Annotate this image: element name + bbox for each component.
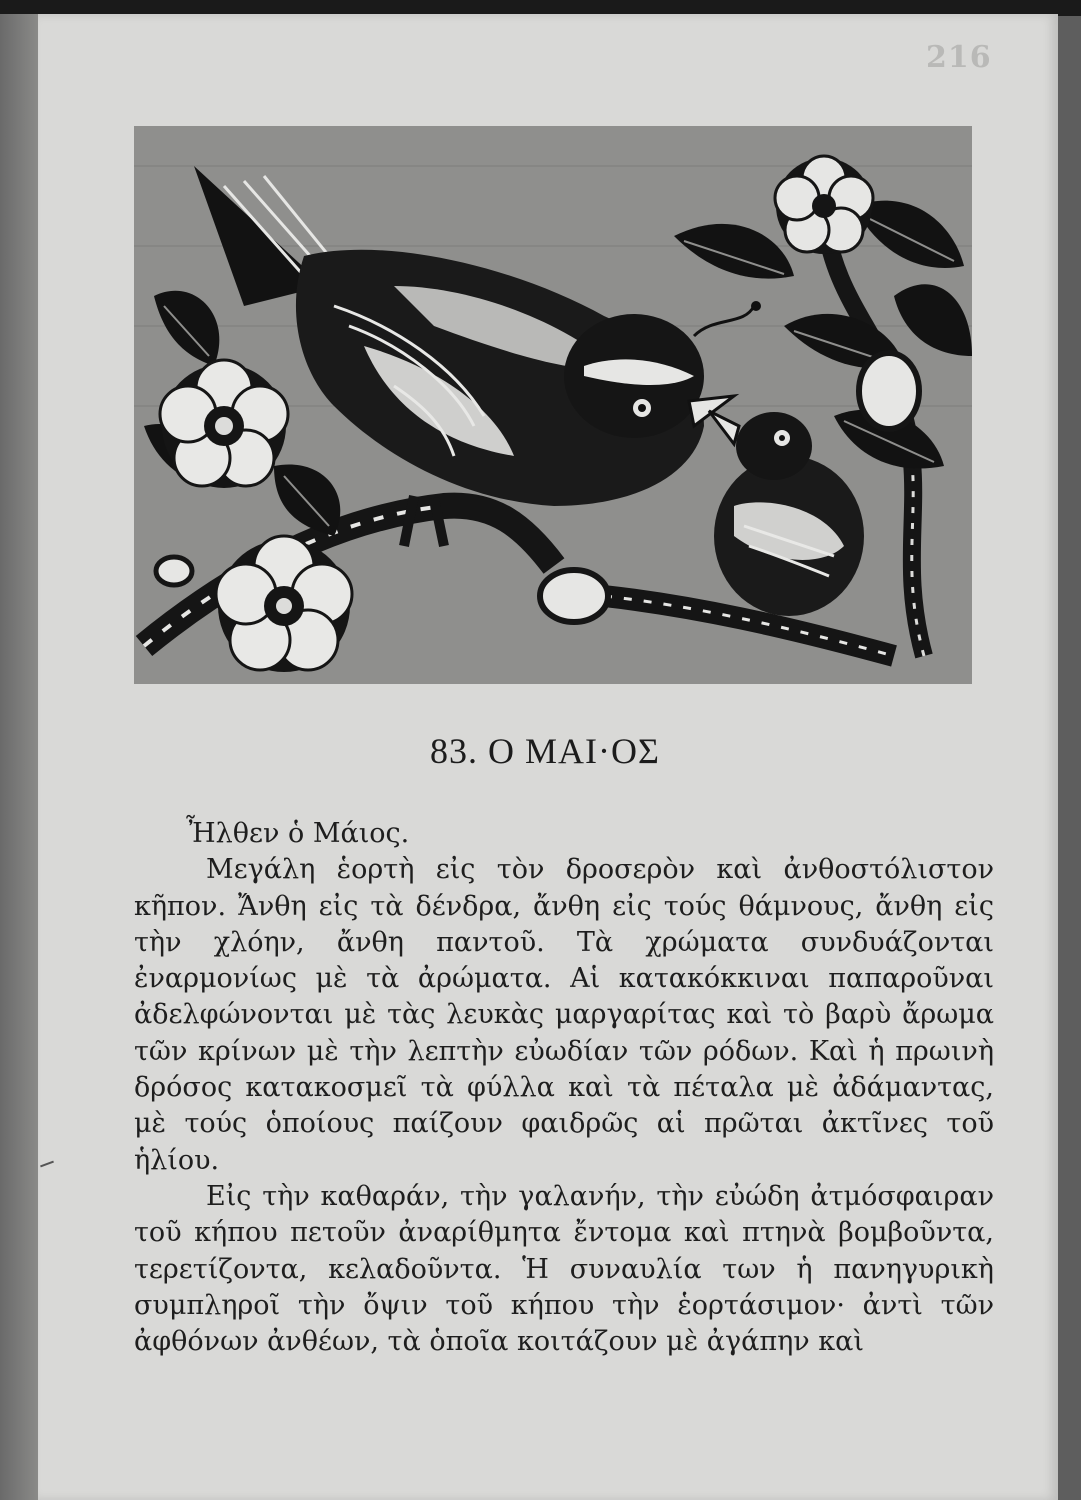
scan-left-margin — [0, 14, 38, 1500]
woodcut-illustration — [134, 126, 972, 684]
page-number: 216 — [926, 40, 992, 75]
paragraph-opening: Ἦλθεν ὁ Μάιος. — [186, 818, 410, 849]
body-text — [134, 816, 994, 1360]
paragraph-garden: Μεγάλη ἑορτὴ εἰς τὸν δροσερὸν καὶ ἀνθοστόλιστον κῆπον. Ἄνθη εἰς τὰ δένδρα, ἄνθη εἰς τούς θάμνους, ἄνθη εἰς τὴν χλόην, ἄνθη παντοῦ. Τὰ χρώματα συνδυάζονται ἐναρμονίως μὲ τὰ ἀρώματα. Αἱ κατακόκκιναι παπαροῦναι ἀδελφώνονται μὲ τὰς λευκὰς μαργαρίτας καὶ τὸ βαρὺ ἄρωμα τῶν κρίνων μὲ τὴν λεπτὴν εὐωδίαν τῶν ρόδων. Καὶ ἡ πρωινὴ δρόσος κατακοσμεῖ τὰ φύλλα καὶ τὰ πέταλα μὲ ἀδάμαντας, μὲ τούς ὁποίους παίζουν φαιδρῶς αἱ πρῶται ἀκτῖνες τοῦ ἡλίου. — [134, 854, 994, 1176]
bird-feeding-chick-icon — [134, 126, 972, 684]
chapter-title: 83. Ο ΜΑΙ·ΟΣ — [430, 731, 660, 771]
paragraph-insects: Εἰς τὴν καθαράν, τὴν γαλανήν, τὴν εὐώδη ἀτμόσφαιραν τοῦ κήπου πετοῦν ἀναρίθμητα ἔντομα καὶ πτηνὰ βομβοῦντα, τερετίζοντα, κελαδοῦντα. Ἡ συναυλία των ἡ πανηγυρικὴ συμπληροῖ τὴν ὄψιν τοῦ κήπου τὴν ἑορτάσιμον· ἀντὶ τῶν ἀφθόνων ἀνθέων, τὰ ὁποῖα κοιτάζουν μὲ ἀγάπην καὶ — [134, 1180, 994, 1358]
